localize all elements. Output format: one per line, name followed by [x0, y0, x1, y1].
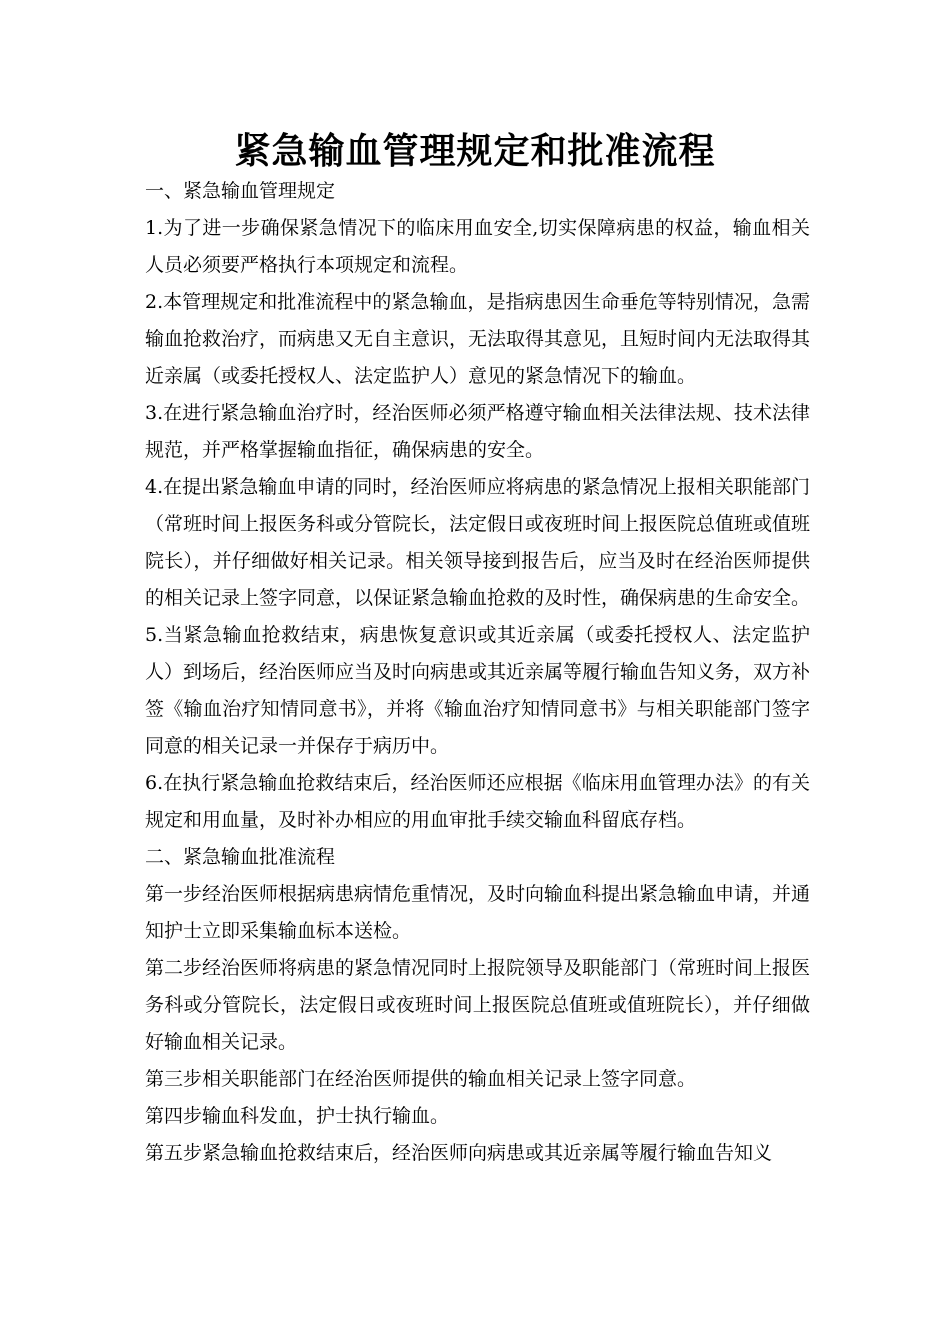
document-title: 紧急输血管理规定和批准流程 — [234, 131, 716, 172]
section-heading-regulations: 一、紧急输血管理规定 — [145, 180, 336, 202]
document-body — [145, 173, 810, 1172]
process-step-4: 第四步输血科发血，护士执行输血。 — [145, 1105, 450, 1127]
paragraph-6: 6.在执行紧急输血抢救结束后，经治医师还应根据《临床用血管理办法》的有关规定和用血量，及时补办相应的用血审批手续交输血科留底存档。 — [145, 772, 810, 831]
paragraph-5: 5.当紧急输血抢救结束，病患恢复意识或其近亲属（或委托授权人、法定监护人）到场后，经治医师应当及时向病患或其近亲属等履行输血告知义务，双方补签《输血治疗知情同意书》，并将《输血治疗知情同意书》与相关职能部门签字同意的相关记录一并保存于病历中。 — [145, 624, 811, 757]
process-step-1: 第一步经治医师根据病患病情危重情况，及时向输血科提出紧急输血申请，并通知护士立即采集输血标本送检。 — [145, 883, 811, 942]
process-step-2: 第二步经治医师将病患的紧急情况同时上报院领导及职能部门（常班时间上报医务科或分管院长，法定假日或夜班时间上报医院总值班或值班院长），并仔细做好输血相关记录。 — [145, 957, 811, 1053]
paragraph-3: 3.在进行紧急输血治疗时，经治医师必须严格遵守输血相关法律法规、技术法律规范，并严格掌握输血指征，确保病患的安全。 — [145, 402, 810, 461]
paragraph-4: 4.在提出紧急输血申请的同时，经治医师应将病患的紧急情况上报相关职能部门（常班时间上报医务科或分管院长，法定假日或夜班时间上报医院总值班或值班院长），并仔细做好相关记录。相关领导接到报告后，应当及时在经治医师提供的相关记录上签字同意，以保证紧急输血抢救的及时性，确保病患的生命安全。 — [145, 476, 811, 609]
process-step-3: 第三步相关职能部门在经治医师提供的输血相关记录上签字同意。 — [145, 1068, 697, 1090]
process-step-5: 第五步紧急输血抢救结束后，经治医师向病患或其近亲属等履行输血告知义 — [145, 1142, 773, 1164]
paragraph-2: 2.本管理规定和批准流程中的紧急输血，是指病患因生命垂危等特别情况，急需输血抢救治疗，而病患又无自主意识，无法取得其意见，且短时间内无法取得其近亲属（或委托授权人、法定监护人）意见的紧急情况下的输血。 — [145, 291, 811, 387]
section-heading-approval-process: 二、紧急输血批准流程 — [145, 846, 336, 868]
paragraph-1: 1.为了进一步确保紧急情况下的临床用血安全,切实保障病患的权益，输血相关人员必须要严格执行本项规定和流程。 — [145, 217, 810, 276]
